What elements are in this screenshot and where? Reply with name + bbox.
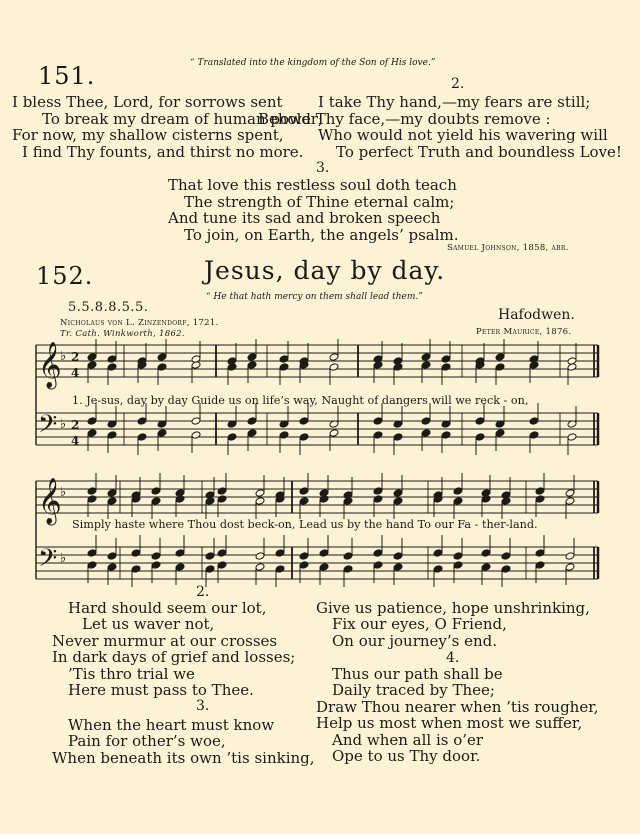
- note-head: [255, 489, 265, 497]
- verse-line: Draw Thou nearer when ’tis rougher,: [316, 697, 599, 716]
- hymn152-title: Jesus, day by day.: [204, 256, 446, 285]
- hymn152-lyrics-line2: Simply haste where Thou dost beck-on, Lead us by the hand To our Fa - ther-land.: [72, 518, 538, 531]
- hymn152-author: Nicholaus von L. Zinzendorf, 1721.: [60, 318, 219, 328]
- verse-line: Who would not yield his wavering will: [318, 126, 608, 144]
- note-head: [373, 431, 383, 439]
- note-head: [393, 433, 403, 441]
- note-head: [279, 363, 289, 371]
- note-head: [255, 563, 265, 571]
- note-head: [107, 552, 117, 560]
- verse-line: Thus our path shall be: [332, 665, 503, 683]
- note-head: [565, 552, 575, 560]
- verse-line: Hard should seem our lot,: [68, 599, 267, 617]
- note-head: [175, 549, 185, 557]
- verse-line: Pain for other’s woe,: [68, 732, 226, 751]
- note-head: [107, 355, 117, 363]
- flat-icon: ♭: [60, 485, 67, 500]
- note-head: [421, 353, 431, 361]
- note-head: [87, 353, 97, 361]
- note-head: [247, 429, 257, 437]
- time-signature-top: 2: [71, 350, 80, 364]
- note-head: [107, 489, 117, 497]
- note-head: [137, 433, 147, 441]
- note-head: [535, 487, 545, 495]
- note-head: [501, 565, 511, 573]
- hymn152-number: 152.: [36, 262, 94, 290]
- flat-icon: ♭: [60, 349, 67, 364]
- note-head: [247, 417, 257, 425]
- note-head: [329, 363, 339, 371]
- note-head: [151, 561, 161, 569]
- verse-line: Daily traced by Thee;: [332, 681, 495, 700]
- note-head: [175, 495, 185, 503]
- hymn151-header-quote: “ Translated into the kingdom of the Son of His love.”: [190, 58, 436, 68]
- note-head: [279, 355, 289, 363]
- note-head: [299, 433, 309, 441]
- stanza2-number: 2.: [196, 584, 210, 600]
- note-head: [255, 497, 265, 505]
- treble-clef-icon: 𝄞: [38, 342, 62, 388]
- stanza4: [316, 666, 599, 764]
- note-head: [535, 495, 545, 503]
- note-head: [535, 561, 545, 569]
- verse-line: To perfect Truth and boundless Love!: [336, 142, 622, 161]
- verse-line: I find Thy founts, and thirst no more.: [22, 142, 304, 161]
- note-head: [137, 417, 147, 425]
- note-head: [205, 552, 215, 560]
- note-head: [393, 552, 403, 560]
- hymn152-translator: Tr. Cath. Winkworth, 1862.: [60, 329, 185, 339]
- note-head: [421, 429, 431, 437]
- note-head: [373, 361, 383, 369]
- treble-clef-icon: 𝄞: [38, 478, 62, 524]
- verse-line: The strength of Thine eternal calm;: [184, 192, 455, 211]
- note-head: [157, 363, 167, 371]
- note-head: [567, 433, 577, 441]
- note-head: [567, 363, 577, 371]
- note-head: [481, 563, 491, 571]
- note-head: [565, 563, 575, 571]
- note-head: [535, 549, 545, 557]
- note-head: [217, 561, 227, 569]
- verse-line: On our journey’s end.: [332, 631, 498, 650]
- note-head: [87, 549, 97, 557]
- note-head: [441, 355, 451, 363]
- note-head: [175, 563, 185, 571]
- note-head: [453, 552, 463, 560]
- note-head: [319, 563, 329, 571]
- note-head: [247, 353, 257, 361]
- verse-line: ’Tis thro trial we: [68, 664, 195, 683]
- verse-line: And when all is o’er: [332, 730, 484, 749]
- note-head: [565, 497, 575, 505]
- note-head: [217, 495, 227, 503]
- verse-line: Never murmur at our crosses: [52, 631, 278, 650]
- note-head: [87, 487, 97, 495]
- note-head: [299, 552, 309, 560]
- verse-line: Behold Thy face,—my doubts remove :: [258, 109, 551, 128]
- note-head: [373, 417, 383, 425]
- note-head: [421, 417, 431, 425]
- note-head: [343, 497, 353, 505]
- verse-line: That love this restless soul doth teach: [168, 176, 457, 194]
- note-head: [343, 552, 353, 560]
- verse-line: In dark days of grief and losses;: [52, 648, 296, 667]
- note-head: [529, 431, 539, 439]
- stanza4-number: 4.: [446, 650, 460, 666]
- note-head: [191, 361, 201, 369]
- bass-clef-icon: 𝄢: [38, 544, 58, 579]
- note-head: [217, 487, 227, 495]
- verse-line: Ope to us Thy door.: [332, 747, 481, 766]
- stanza3-continued: [316, 600, 590, 649]
- note-head: [157, 429, 167, 437]
- note-head: [495, 363, 505, 371]
- note-head: [275, 549, 285, 557]
- note-head: [433, 565, 443, 573]
- note-head: [529, 417, 539, 425]
- note-head: [481, 495, 491, 503]
- note-head: [87, 417, 97, 425]
- note-head: [475, 417, 485, 425]
- hymn151-number: 151.: [38, 62, 96, 90]
- stanza3-number: 3.: [196, 698, 210, 714]
- note-head: [247, 361, 257, 369]
- note-head: [495, 429, 505, 437]
- note-head: [319, 549, 329, 557]
- note-head: [299, 497, 309, 505]
- note-head: [393, 563, 403, 571]
- verse-line: Give us patience, hope unshrinking,: [316, 599, 590, 617]
- note-head: [393, 363, 403, 371]
- note-head: [453, 497, 463, 505]
- verse-line: To break my dream of human power;: [42, 109, 323, 128]
- note-head: [373, 495, 383, 503]
- note-head: [151, 487, 161, 495]
- note-head: [481, 549, 491, 557]
- stanza2: [52, 600, 295, 698]
- note-head: [393, 489, 403, 497]
- hymn152-composer: Peter Maurice, 1876.: [476, 327, 572, 337]
- note-head: [393, 497, 403, 505]
- note-head: [107, 563, 117, 571]
- note-head: [227, 363, 237, 371]
- note-head: [501, 552, 511, 560]
- hymn152-meter: 5.5.8.8.5.5.: [68, 300, 149, 315]
- note-head: [217, 549, 227, 557]
- hymn152-epigraph: “ He that hath mercy on them shall lead them.”: [206, 292, 423, 302]
- note-head: [275, 565, 285, 573]
- note-head: [87, 429, 97, 437]
- note-head: [329, 353, 339, 361]
- note-head: [373, 549, 383, 557]
- hymn152-tune-name: Hafodwen.: [498, 307, 575, 323]
- note-head: [255, 552, 265, 560]
- note-head: [373, 561, 383, 569]
- verse-line: When the heart must know: [68, 716, 275, 734]
- note-head: [299, 487, 309, 495]
- note-head: [453, 561, 463, 569]
- time-signature-bottom: 4: [71, 434, 80, 448]
- note-head: [107, 431, 117, 439]
- hymn151-verse3-number: 3.: [316, 160, 330, 176]
- note-head: [131, 549, 141, 557]
- note-head: [343, 565, 353, 573]
- clefs: [38, 342, 79, 579]
- note-head: [191, 417, 201, 425]
- note-head: [453, 487, 463, 495]
- note-head: [87, 561, 97, 569]
- note-head: [421, 361, 431, 369]
- note-head: [529, 361, 539, 369]
- verse-line: Help us most when most we suffer,: [316, 714, 583, 733]
- note-head: [191, 431, 201, 439]
- note-head: [157, 353, 167, 361]
- note-head: [329, 429, 339, 437]
- note-head: [205, 497, 215, 505]
- note-head: [441, 431, 451, 439]
- verse-line: I bless Thee, Lord, for sorrows sent: [12, 93, 283, 111]
- note-head: [151, 497, 161, 505]
- stanza3: [52, 717, 315, 766]
- note-head: [87, 495, 97, 503]
- flat-icon: ♭: [60, 417, 67, 432]
- verse-line: I take Thy hand,—my fears are still;: [318, 93, 591, 111]
- flat-icon: ♭: [60, 551, 67, 566]
- note-head: [475, 433, 485, 441]
- note-head: [501, 497, 511, 505]
- note-head: [227, 433, 237, 441]
- note-head: [131, 565, 141, 573]
- verse-line: When beneath its own ’tis sinking,: [52, 748, 315, 767]
- verse-line: Let us waver not,: [82, 615, 215, 634]
- note-head: [319, 495, 329, 503]
- verse-line: And tune its sad and broken speech: [168, 209, 441, 227]
- hymn151-verse2-number: 2.: [451, 76, 465, 92]
- hymn152-lyrics-line1: 1. Je-sus, day by day Guide us on life’s way, Naught of dangers will we reck - on,: [72, 394, 529, 407]
- note-head: [151, 552, 161, 560]
- hymn151-attribution: Samuel Johnson, 1858, abr.: [447, 243, 569, 253]
- note-head: [565, 489, 575, 497]
- time-signature-top: 2: [71, 418, 80, 432]
- note-head: [441, 363, 451, 371]
- note-head: [433, 549, 443, 557]
- note-head: [107, 363, 117, 371]
- verse-line: For now, my shallow cisterns spent,: [12, 126, 284, 144]
- verse-line: Here must pass to Thee.: [68, 681, 254, 700]
- note-head: [495, 353, 505, 361]
- note-heads: [87, 339, 577, 587]
- time-signature-bottom: 4: [71, 366, 80, 380]
- note-head: [279, 431, 289, 439]
- note-head: [299, 417, 309, 425]
- note-head: [373, 487, 383, 495]
- note-head: [87, 361, 97, 369]
- note-head: [205, 565, 215, 573]
- note-head: [107, 497, 117, 505]
- verse-line: Fix our eyes, O Friend,: [332, 615, 507, 634]
- bass-clef-icon: 𝄢: [38, 410, 58, 445]
- verse-line: To join, on Earth, the angels’ psalm.: [184, 225, 459, 244]
- note-head: [299, 561, 309, 569]
